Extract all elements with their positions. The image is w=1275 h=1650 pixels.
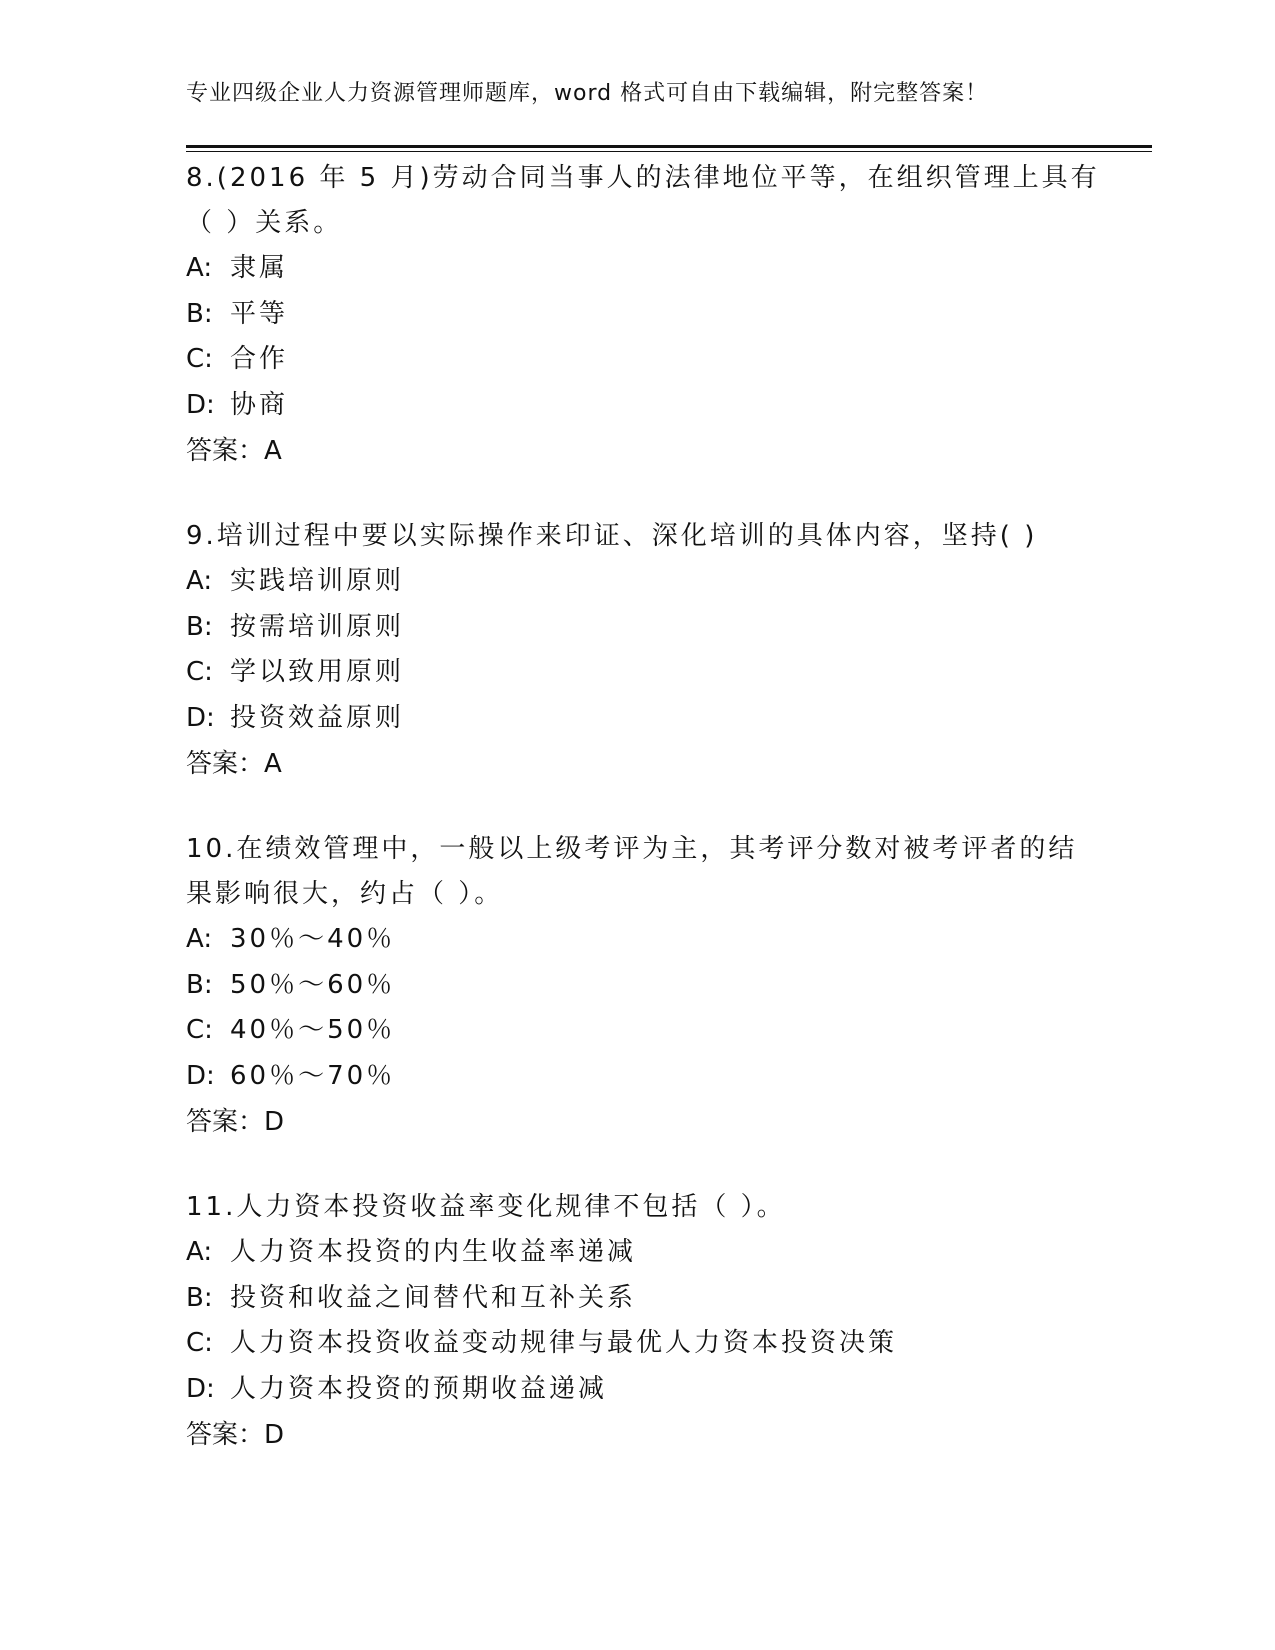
option-d	[186, 1367, 1106, 1413]
option-b	[186, 292, 1106, 338]
option-key: A:	[186, 253, 213, 283]
option-text: 40％～50％	[230, 1015, 396, 1045]
option-a	[186, 246, 1106, 292]
option-key: D:	[186, 1373, 215, 1404]
option-d	[186, 383, 1106, 429]
header-divider-thin	[186, 151, 1152, 152]
option-c	[186, 650, 1106, 696]
option-key: B:	[186, 969, 213, 1000]
option-a	[186, 917, 1106, 963]
option-c	[186, 1321, 1106, 1367]
option-text: 30％～40％	[230, 924, 396, 954]
question-stem: 11.人力资本投资收益率变化规律不包括（ ）。	[186, 1192, 786, 1222]
option-text: 60％～70％	[230, 1060, 396, 1091]
option-text: 合作	[230, 344, 289, 374]
question-10	[186, 827, 1106, 1145]
option-d	[186, 1054, 1106, 1100]
option-c	[186, 337, 1106, 383]
question-8	[186, 156, 1106, 474]
option-key: B:	[186, 298, 213, 329]
option-text: 按需培训原则	[230, 611, 405, 642]
option-key: C:	[186, 1015, 213, 1045]
option-text: 学以致用原则	[230, 657, 405, 687]
option-text: 投资和收益之间替代和互补关系	[230, 1282, 637, 1313]
page-header: 专业四级企业人力资源管理师题库，word 格式可自由下载编辑，附完整答案！	[186, 81, 989, 106]
option-d	[186, 696, 1106, 742]
option-a	[186, 559, 1106, 605]
option-text: 人力资本投资的内生收益率递减	[230, 1237, 637, 1267]
answer-line: 答案：A	[186, 749, 282, 779]
answer-line: 答案：D	[186, 1107, 285, 1137]
option-text: 人力资本投资收益变动规律与最优人力资本投资决策	[230, 1328, 898, 1358]
option-b	[186, 963, 1106, 1009]
question-11	[186, 1185, 1106, 1458]
option-text: 实践培训原则	[230, 566, 405, 596]
option-key: C:	[186, 344, 213, 374]
option-text: 平等	[230, 298, 289, 329]
question-stem: 10.在绩效管理中，一般以上级考评为主，其考评分数对被考评者的结果影响很大，约占（ ）。	[186, 834, 1078, 909]
option-c	[186, 1008, 1106, 1054]
option-a	[186, 1230, 1106, 1276]
option-text: 投资效益原则	[230, 702, 405, 733]
question-stem: 9.培训过程中要以实际操作来印证、深化培训的具体内容，坚持( )	[186, 521, 1038, 551]
option-text: 隶属	[230, 253, 289, 283]
option-key: A:	[186, 1237, 213, 1267]
option-key: A:	[186, 566, 213, 596]
question-list	[186, 156, 1106, 1498]
option-key: A:	[186, 924, 213, 954]
option-key: C:	[186, 1328, 213, 1358]
option-b	[186, 1276, 1106, 1322]
option-key: D:	[186, 1060, 215, 1091]
option-key: B:	[186, 611, 213, 642]
option-text: 协商	[230, 389, 289, 420]
option-b	[186, 605, 1106, 651]
option-text: 人力资本投资的预期收益递减	[230, 1373, 608, 1404]
option-key: B:	[186, 1282, 213, 1313]
header-divider-thick	[186, 145, 1152, 148]
answer-line: 答案：A	[186, 436, 282, 466]
option-text: 50％～60％	[230, 969, 396, 1000]
question-9	[186, 514, 1106, 787]
option-key: C:	[186, 657, 213, 687]
option-key: D:	[186, 702, 215, 733]
question-stem: 8.(2016 年 5 月)劳动合同当事人的法律地位平等，在组织管理上具有（ ）关系。	[186, 163, 1100, 238]
answer-line: 答案：D	[186, 1420, 285, 1450]
option-key: D:	[186, 389, 215, 420]
